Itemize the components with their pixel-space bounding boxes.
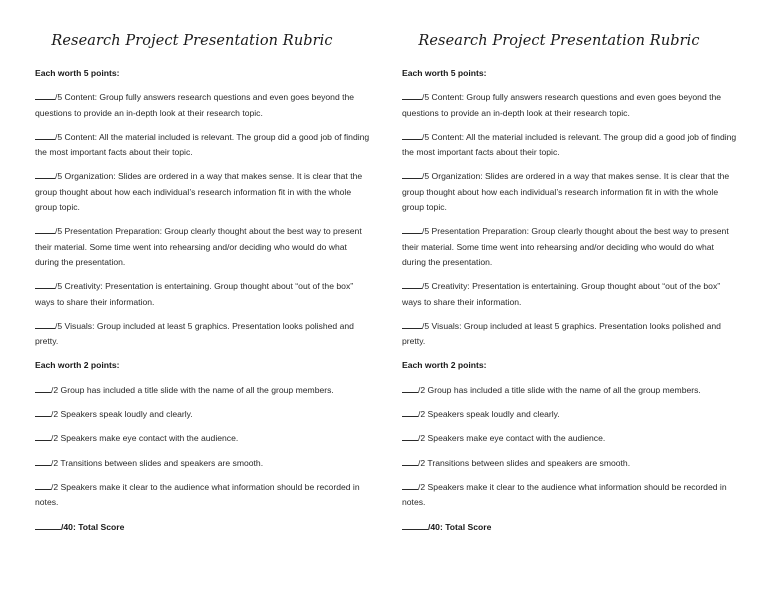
total-score-label: /40: Total Score xyxy=(61,521,125,532)
item-score: /2 xyxy=(418,481,426,492)
item-text: Group clearly thought about the best way to present their material. Some time went into rehearsing and/or deciding who would do what during the presentation. xyxy=(402,226,729,267)
rubric-item-content-depth xyxy=(402,90,737,121)
rubric-title: Research Project Presentation Rubric xyxy=(418,33,700,49)
rubric-item-title-slide xyxy=(402,383,737,398)
rubric-item-preparation xyxy=(402,224,737,270)
item-score: /2 xyxy=(51,457,59,468)
item-score: /5 Content: xyxy=(55,131,98,142)
item-score: /5 Content: xyxy=(422,131,465,142)
total-score xyxy=(402,520,737,535)
score-blank[interactable] xyxy=(35,169,55,179)
total-score xyxy=(35,520,370,535)
item-score: /5 Presentation Preparation: xyxy=(55,226,163,237)
item-score: /2 xyxy=(418,384,426,395)
rubric-copy-right xyxy=(367,0,751,594)
score-blank[interactable] xyxy=(35,456,51,466)
rubric-item-notes xyxy=(35,480,370,511)
item-text: Group fully answers research questions and even goes beyond the questions to provide an in-depth look at their research topic. xyxy=(35,92,355,118)
rubric-item-visuals xyxy=(35,319,370,350)
item-score: /2 xyxy=(418,457,426,468)
item-text: Group fully answers research questions and even goes beyond the questions to provide an in-depth look at their research topic. xyxy=(402,92,722,118)
rubric-body xyxy=(35,66,370,544)
item-text: All the material included is relevant. The group did a good job of finding the most important facts about their topic. xyxy=(35,131,370,158)
rubric-item-content-depth xyxy=(35,90,370,121)
rubric-item-notes xyxy=(402,480,737,511)
rubric-title: Research Project Presentation Rubric xyxy=(51,33,333,49)
section-heading-2-points: Each worth 2 points: xyxy=(35,360,120,371)
score-blank[interactable] xyxy=(402,407,418,417)
score-blank[interactable] xyxy=(402,383,418,393)
item-text: Group has included a title slide with the name of all the group members. xyxy=(425,384,701,395)
score-blank[interactable] xyxy=(35,224,55,234)
item-score: /5 Creativity: xyxy=(422,281,470,292)
item-score: /2 xyxy=(418,433,426,444)
rubric-item-organization xyxy=(402,169,737,215)
item-text: Presentation is entertaining. Group thought about “out of the box” ways to share their information. xyxy=(35,281,354,307)
section-heading-5-points: Each worth 5 points: xyxy=(402,68,487,78)
rubric-item-content-relevance xyxy=(402,130,737,161)
item-score: /5 Content: xyxy=(422,92,465,103)
item-text: Slides are ordered in a way that makes sense. It is clear that the group thought about how each individual’s research information fit in with the whole group topic. xyxy=(35,171,363,213)
score-blank[interactable] xyxy=(402,279,422,289)
item-text: Group clearly thought about the best way to present their material. Some time went into rehearsing and/or deciding who would do what during the presentation. xyxy=(35,226,362,267)
item-text: Speakers make eye contact with the audience. xyxy=(425,433,606,444)
item-text: Presentation is entertaining. Group thought about “out of the box” ways to share their information. xyxy=(402,281,721,307)
score-blank[interactable] xyxy=(35,480,51,490)
score-blank[interactable] xyxy=(402,456,418,466)
rubric-item-eye-contact xyxy=(35,431,370,446)
score-blank[interactable] xyxy=(35,407,51,417)
item-score: /5 Organization: xyxy=(422,171,483,182)
section-heading-2-points: Each worth 2 points: xyxy=(402,360,487,371)
item-text: Group included at least 5 graphics. Presentation looks polished and pretty. xyxy=(35,320,354,347)
rubric-item-transitions xyxy=(402,456,737,471)
item-score: /5 Creativity: xyxy=(55,281,103,292)
item-text: Speakers make it clear to the audience what information should be recorded in notes. xyxy=(402,481,727,508)
score-blank[interactable] xyxy=(35,130,55,140)
item-score: /5 Presentation Preparation: xyxy=(422,226,530,237)
score-blank[interactable] xyxy=(35,319,55,329)
item-text: Speakers make eye contact with the audience. xyxy=(58,433,239,444)
item-text: All the material included is relevant. The group did a good job of finding the most important facts about their topic. xyxy=(402,131,737,158)
rubric-item-speak-loudly xyxy=(402,407,737,422)
score-blank[interactable] xyxy=(402,319,422,329)
rubric-item-content-relevance xyxy=(35,130,370,161)
item-score: /2 xyxy=(418,409,426,420)
item-text: Transitions between slides and speakers are smooth. xyxy=(425,457,631,468)
rubric-item-creativity xyxy=(35,279,370,310)
item-text: Group included at least 5 graphics. Presentation looks polished and pretty. xyxy=(402,320,721,347)
total-score-blank[interactable] xyxy=(35,520,61,530)
score-blank[interactable] xyxy=(35,383,51,393)
item-score: /2 xyxy=(51,433,59,444)
score-blank[interactable] xyxy=(402,431,418,441)
total-score-blank[interactable] xyxy=(402,520,428,530)
item-text: Slides are ordered in a way that makes sense. It is clear that the group thought about how each individual’s research information fit in with the whole group topic. xyxy=(402,171,730,213)
rubric-item-eye-contact xyxy=(402,431,737,446)
score-blank[interactable] xyxy=(402,480,418,490)
section-heading-5-points: Each worth 5 points: xyxy=(35,68,120,78)
score-blank[interactable] xyxy=(402,224,422,234)
rubric-item-preparation xyxy=(35,224,370,270)
score-blank[interactable] xyxy=(35,279,55,289)
item-text: Speakers speak loudly and clearly. xyxy=(58,409,193,420)
rubric-body xyxy=(402,66,737,544)
rubric-item-organization xyxy=(35,169,370,215)
score-blank[interactable] xyxy=(402,130,422,140)
item-text: Group has included a title slide with the name of all the group members. xyxy=(58,384,334,395)
item-text: Speakers speak loudly and clearly. xyxy=(425,409,560,420)
score-blank[interactable] xyxy=(402,90,422,100)
rubric-item-title-slide xyxy=(35,383,370,398)
item-score: /5 Organization: xyxy=(55,171,116,182)
total-score-label: /40: Total Score xyxy=(428,521,492,532)
item-score: /2 xyxy=(51,409,59,420)
score-blank[interactable] xyxy=(402,169,422,179)
item-score: /5 Content: xyxy=(55,92,98,103)
item-score: /5 Visuals: xyxy=(422,320,462,331)
rubric-item-speak-loudly xyxy=(35,407,370,422)
rubric-item-transitions xyxy=(35,456,370,471)
score-blank[interactable] xyxy=(35,90,55,100)
item-text: Transitions between slides and speakers are smooth. xyxy=(58,457,264,468)
item-score: /5 Visuals: xyxy=(55,320,95,331)
item-text: Speakers make it clear to the audience what information should be recorded in notes. xyxy=(35,481,360,508)
score-blank[interactable] xyxy=(35,431,51,441)
rubric-item-visuals xyxy=(402,319,737,350)
item-score: /2 xyxy=(51,481,59,492)
item-score: /2 xyxy=(51,384,59,395)
rubric-item-creativity xyxy=(402,279,737,310)
